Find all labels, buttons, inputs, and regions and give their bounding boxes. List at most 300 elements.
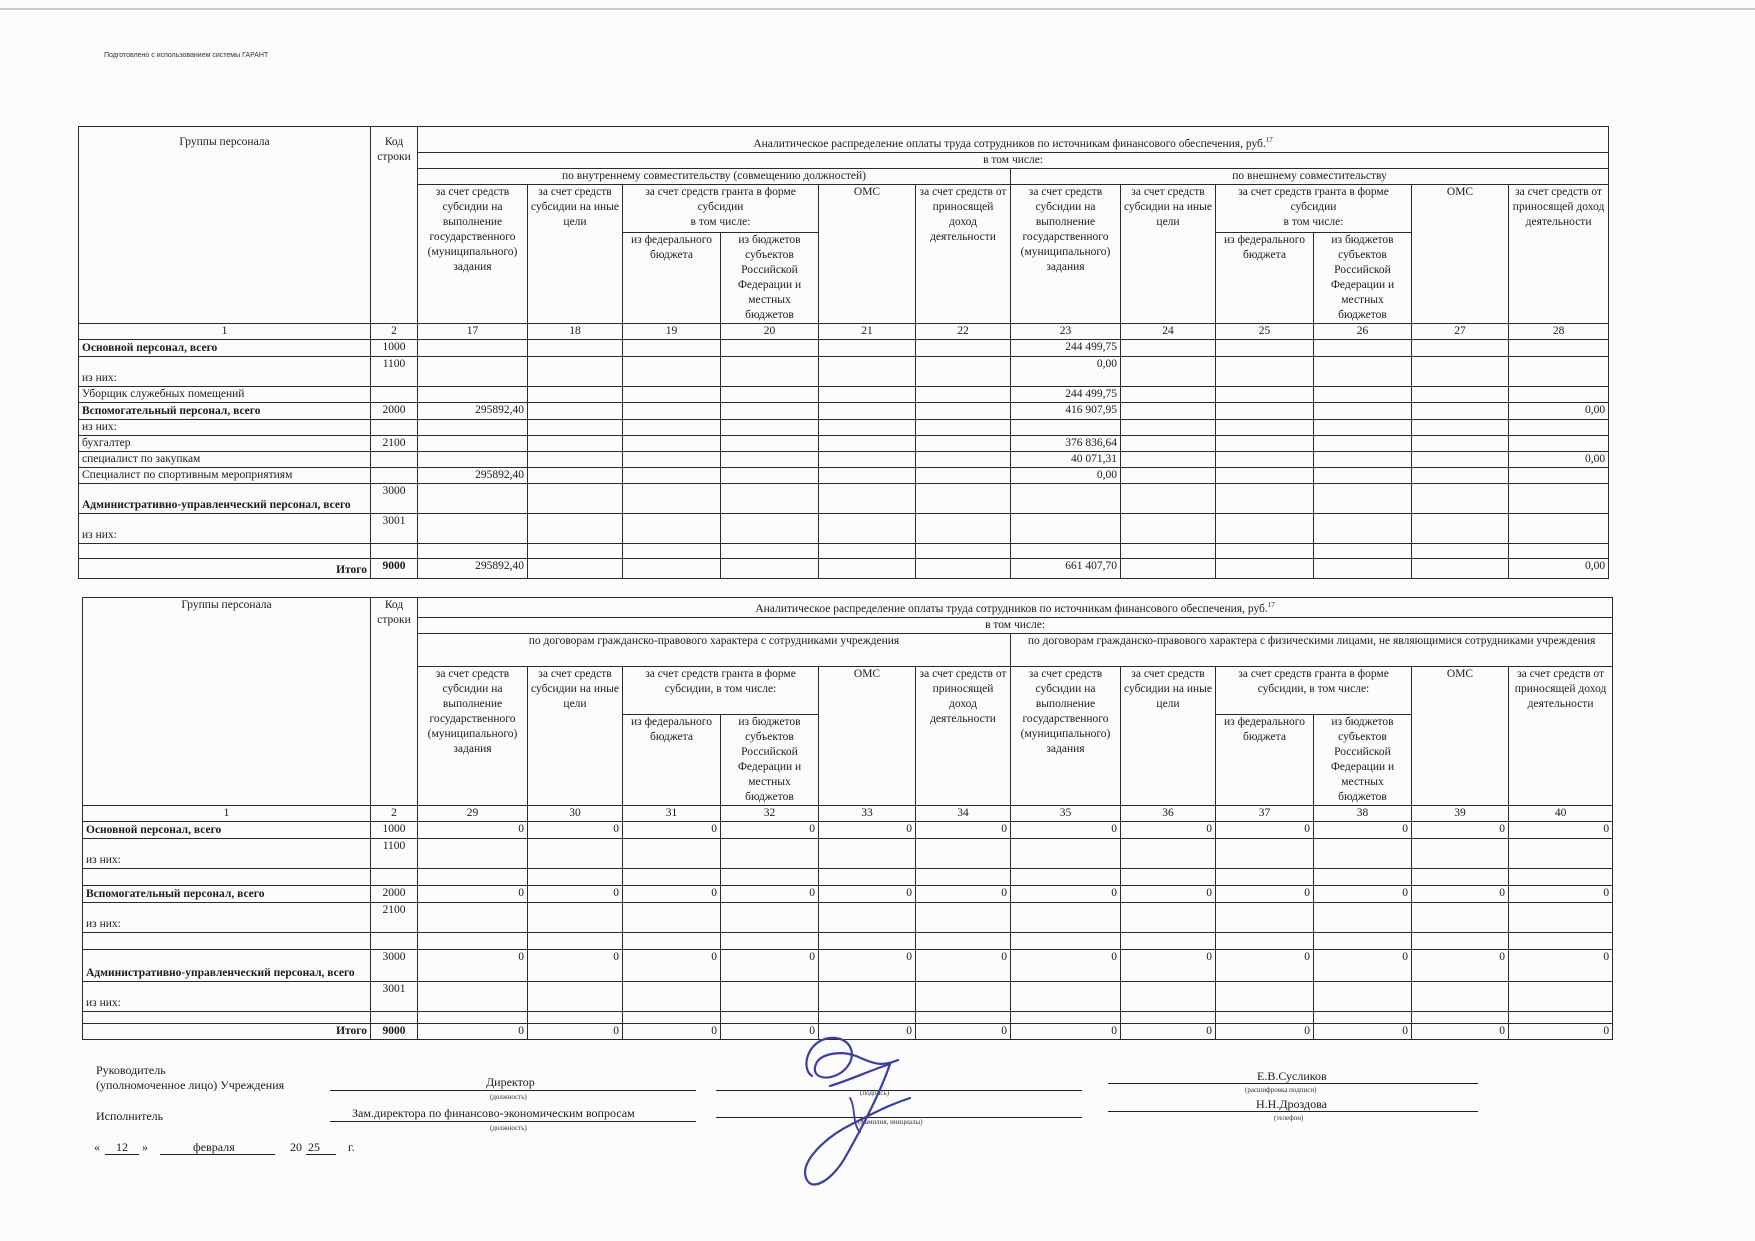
row-label: Основной персонал, всего <box>79 340 371 357</box>
h-grant: за счет средств гранта в форме субсидии, в том числе: <box>623 666 819 714</box>
value-cell <box>1121 514 1216 544</box>
col-header-code: Код строки <box>371 127 418 324</box>
row-code: 3000 <box>371 484 418 514</box>
head-position-caption: (должность) <box>490 1093 527 1101</box>
column-number: 17 <box>418 324 528 340</box>
value-cell <box>528 452 623 468</box>
value-cell: 0 <box>1314 885 1412 902</box>
title-footnote: 17 <box>1265 136 1273 145</box>
value-cell: 295892,40 <box>418 559 528 579</box>
value-cell <box>1509 1011 1613 1023</box>
value-cell <box>418 981 528 1011</box>
value-cell <box>819 838 916 868</box>
value-cell <box>1011 932 1121 949</box>
value-cell <box>1412 1011 1509 1023</box>
salary-distribution-table-2 <box>82 597 1613 1040</box>
value-cell <box>1314 1011 1412 1023</box>
group-gph-employees: по договорам гражданско-правового характера с сотрудниками учреждения <box>418 633 1011 666</box>
value-cell <box>623 468 721 484</box>
row-label: Уборщик служебных помещений <box>79 387 371 403</box>
value-cell <box>916 838 1011 868</box>
row-code: 3001 <box>371 514 418 544</box>
h-subsidy-other: за счет средств субсидии на иные цели <box>528 666 623 805</box>
value-cell <box>528 514 623 544</box>
value-cell <box>1314 387 1412 403</box>
value-cell <box>916 1011 1011 1023</box>
row-code: 3001 <box>371 981 418 1011</box>
value-cell <box>1314 932 1412 949</box>
h-federal: из федерального бюджета <box>623 714 721 805</box>
value-cell <box>916 387 1011 403</box>
h-grant-text: за счет средств гранта в форме субсидии <box>645 186 796 213</box>
h-grant <box>623 185 819 233</box>
value-cell <box>418 932 528 949</box>
column-number: 1 <box>83 805 371 821</box>
value-cell <box>1011 902 1121 932</box>
row-code: 1100 <box>371 838 418 868</box>
value-cell <box>1412 868 1509 885</box>
column-number: 2 <box>371 324 418 340</box>
row-label: Итого <box>79 559 371 579</box>
column-number: 34 <box>916 805 1011 821</box>
value-cell: 0,00 <box>1509 559 1609 579</box>
value-cell <box>623 403 721 420</box>
value-cell <box>418 1011 528 1023</box>
value-cell <box>819 932 916 949</box>
value-cell <box>1412 981 1509 1011</box>
row-label: из них: <box>79 514 371 544</box>
value-cell: 0 <box>1216 949 1314 981</box>
value-cell <box>1121 838 1216 868</box>
value-cell: 0 <box>916 885 1011 902</box>
group-external: по внешнему совместительству <box>1011 169 1609 185</box>
table-row <box>79 514 1609 544</box>
value-cell <box>1216 403 1314 420</box>
value-cell <box>1121 452 1216 468</box>
value-cell <box>1216 484 1314 514</box>
value-cell <box>1011 484 1121 514</box>
h-grant-text: за счет средств гранта в форме субсидии <box>1238 186 1389 213</box>
value-cell <box>1216 838 1314 868</box>
col-header-groups: Группы персонала <box>79 127 371 324</box>
value-cell <box>1314 468 1412 484</box>
h-grant <box>1216 185 1412 233</box>
value-cell <box>1121 868 1216 885</box>
row-label: специалист по закупкам <box>79 452 371 468</box>
value-cell: 0,00 <box>1509 403 1609 420</box>
h-subsidy-task: за счет средств субсидии на выполнение государственного (муниципального) задания <box>418 666 528 805</box>
value-cell <box>1509 420 1609 436</box>
value-cell: 0 <box>1509 1023 1613 1039</box>
column-number: 30 <box>528 805 623 821</box>
value-cell <box>916 420 1011 436</box>
row-label <box>83 1011 371 1023</box>
value-cell <box>721 868 819 885</box>
exec-label: Исполнитель <box>96 1109 164 1123</box>
value-cell: 0 <box>721 885 819 902</box>
date-day-line <box>105 1154 139 1155</box>
garant-note: Подготовлено с использованием системы ГАРАНТ <box>104 52 269 59</box>
column-number: 33 <box>819 805 916 821</box>
value-cell <box>721 544 819 559</box>
value-cell <box>916 436 1011 452</box>
value-cell: 0 <box>1509 821 1613 838</box>
value-cell: 0 <box>1314 1023 1412 1039</box>
row-code <box>371 1011 418 1023</box>
value-cell <box>418 340 528 357</box>
value-cell: 0 <box>1121 821 1216 838</box>
value-cell <box>528 340 623 357</box>
value-cell <box>528 932 623 949</box>
group-gph-individuals: по договорам гражданско-правового характера с физическими лицами, не являющимися сотрудниками учреждения <box>1011 633 1613 666</box>
table-row <box>83 949 1613 981</box>
value-cell: 244 499,75 <box>1011 340 1121 357</box>
value-cell <box>418 357 528 387</box>
value-cell <box>916 932 1011 949</box>
table-row <box>83 932 1613 949</box>
row-code: 3000 <box>371 949 418 981</box>
value-cell <box>1011 1011 1121 1023</box>
column-number: 36 <box>1121 805 1216 821</box>
value-cell: 0 <box>721 949 819 981</box>
date-day: 12 <box>116 1140 128 1154</box>
head-position-line <box>330 1090 696 1091</box>
value-cell <box>1216 468 1314 484</box>
value-cell: 0 <box>1011 1023 1121 1039</box>
value-cell: 0 <box>1216 885 1314 902</box>
value-cell <box>916 403 1011 420</box>
column-number: 32 <box>721 805 819 821</box>
row-code <box>371 420 418 436</box>
value-cell <box>1121 436 1216 452</box>
value-cell <box>623 436 721 452</box>
date-year: 25 <box>308 1140 320 1154</box>
value-cell: 40 071,31 <box>1011 452 1121 468</box>
exec-name: Н.Н.Дроздова <box>1256 1097 1327 1111</box>
value-cell: 0 <box>623 1023 721 1039</box>
value-cell <box>721 514 819 544</box>
value-cell: 416 907,95 <box>1011 403 1121 420</box>
value-cell <box>1509 868 1613 885</box>
row-label: из них: <box>83 981 371 1011</box>
value-cell: 0 <box>1216 821 1314 838</box>
value-cell: 0 <box>1412 1023 1509 1039</box>
table-row <box>79 420 1609 436</box>
value-cell: 661 407,70 <box>1011 559 1121 579</box>
value-cell <box>1216 981 1314 1011</box>
date-suffix: г. <box>348 1140 355 1154</box>
title-footnote: 17 <box>1267 601 1275 609</box>
h-oms: ОМС <box>1412 666 1509 805</box>
value-cell <box>819 340 916 357</box>
row-label: из них: <box>83 902 371 932</box>
value-cell <box>916 514 1011 544</box>
value-cell <box>819 484 916 514</box>
value-cell <box>916 340 1011 357</box>
table-row <box>79 340 1609 357</box>
table-row <box>83 821 1613 838</box>
h-subsidy-other: за счет средств субсидии на иные цели <box>1121 666 1216 805</box>
value-cell: 0 <box>418 949 528 981</box>
table-row <box>79 387 1609 403</box>
date-month-line <box>160 1154 275 1155</box>
value-cell <box>1412 838 1509 868</box>
value-cell <box>721 932 819 949</box>
value-cell <box>1509 544 1609 559</box>
value-cell <box>528 436 623 452</box>
value-cell <box>1216 340 1314 357</box>
value-cell <box>916 902 1011 932</box>
row-code <box>371 932 418 949</box>
date-month: февраля <box>193 1140 235 1154</box>
column-number: 31 <box>623 805 721 821</box>
h-income: за счет средств от приносящей доход деятельности <box>1509 666 1613 805</box>
value-cell: 0 <box>1314 949 1412 981</box>
row-label: Административно-управленческий персонал, всего <box>83 949 371 981</box>
row-label: Вспомогательный персонал, всего <box>79 403 371 420</box>
h-income: за счет средств от приносящей доход деятельности <box>1509 185 1609 324</box>
value-cell <box>916 452 1011 468</box>
value-cell <box>418 544 528 559</box>
value-cell <box>1412 420 1509 436</box>
h-regional: из бюджетов субъектов Российской Федерации и местных бюджетов <box>721 714 819 805</box>
value-cell: 0 <box>916 949 1011 981</box>
value-cell <box>1412 340 1509 357</box>
table-row <box>79 357 1609 387</box>
table-row <box>83 868 1613 885</box>
value-cell <box>1314 544 1412 559</box>
date-year-line <box>306 1154 336 1155</box>
value-cell <box>1314 357 1412 387</box>
value-cell <box>418 436 528 452</box>
value-cell: 0 <box>1011 949 1121 981</box>
date-open-quote: « <box>94 1140 100 1154</box>
value-cell: 0 <box>1121 885 1216 902</box>
h-federal: из федерального бюджета <box>623 233 721 324</box>
head-label-1: Руководитель <box>96 1063 166 1077</box>
value-cell <box>1011 838 1121 868</box>
h-subsidy-task: за счет средств субсидии на выполнение государственного (муниципального) задания <box>1011 185 1121 324</box>
value-cell <box>623 484 721 514</box>
column-number: 26 <box>1314 324 1412 340</box>
row-code: 2000 <box>371 403 418 420</box>
column-number: 21 <box>819 324 916 340</box>
row-code: 9000 <box>371 1023 418 1039</box>
column-number: 28 <box>1509 324 1609 340</box>
h-subsidy-other: за счет средств субсидии на иные цели <box>528 185 623 324</box>
value-cell: 244 499,75 <box>1011 387 1121 403</box>
value-cell <box>623 544 721 559</box>
value-cell <box>528 838 623 868</box>
head-name-caption: (расшифровка подписи) <box>1245 1086 1317 1094</box>
value-cell <box>1412 544 1509 559</box>
value-cell <box>1412 436 1509 452</box>
value-cell: 0 <box>1412 949 1509 981</box>
exec-name-caption: (фамилия, инициалы) <box>858 1118 923 1126</box>
row-label: Вспомогательный персонал, всего <box>83 885 371 902</box>
h-income: за счет средств от приносящей доход деятельности <box>916 185 1011 324</box>
value-cell <box>1216 357 1314 387</box>
value-cell <box>1314 436 1412 452</box>
column-number: 23 <box>1011 324 1121 340</box>
value-cell <box>819 559 916 579</box>
value-cell: 0 <box>916 1023 1011 1039</box>
value-cell <box>528 1011 623 1023</box>
value-cell: 0 <box>623 949 721 981</box>
value-cell <box>916 868 1011 885</box>
value-cell <box>819 1011 916 1023</box>
value-cell <box>1509 932 1613 949</box>
value-cell <box>1011 420 1121 436</box>
value-cell <box>1121 357 1216 387</box>
value-cell <box>1314 868 1412 885</box>
value-cell: 0 <box>528 949 623 981</box>
value-cell <box>819 436 916 452</box>
value-cell <box>819 357 916 387</box>
row-label: Административно-управленческий персонал, всего <box>79 484 371 514</box>
value-cell <box>819 544 916 559</box>
value-cell: 0 <box>1011 885 1121 902</box>
value-cell <box>1216 868 1314 885</box>
value-cell <box>916 484 1011 514</box>
value-cell <box>1121 932 1216 949</box>
value-cell <box>528 468 623 484</box>
value-cell <box>1121 559 1216 579</box>
value-cell <box>819 514 916 544</box>
value-cell <box>1412 357 1509 387</box>
value-cell <box>1412 484 1509 514</box>
h-oms: ОМС <box>819 666 916 805</box>
table-row <box>79 559 1609 579</box>
value-cell <box>1216 544 1314 559</box>
value-cell <box>418 838 528 868</box>
value-cell <box>1412 902 1509 932</box>
value-cell <box>418 514 528 544</box>
exec-position-caption: (должность) <box>490 1124 527 1132</box>
value-cell <box>623 1011 721 1023</box>
head-name-line <box>1108 1083 1478 1084</box>
value-cell <box>1509 340 1609 357</box>
value-cell <box>1314 514 1412 544</box>
table-row <box>83 1011 1613 1023</box>
handwritten-signature <box>790 1028 920 1198</box>
value-cell <box>528 981 623 1011</box>
value-cell <box>1121 981 1216 1011</box>
row-code <box>371 468 418 484</box>
table-row <box>79 452 1609 468</box>
value-cell <box>721 468 819 484</box>
value-cell <box>418 452 528 468</box>
value-cell <box>916 468 1011 484</box>
value-cell <box>1412 387 1509 403</box>
value-cell <box>1121 1011 1216 1023</box>
row-code <box>371 544 418 559</box>
value-cell <box>819 387 916 403</box>
value-cell <box>418 420 528 436</box>
value-cell <box>623 932 721 949</box>
value-cell: 0 <box>819 821 916 838</box>
value-cell <box>721 902 819 932</box>
column-number: 24 <box>1121 324 1216 340</box>
value-cell <box>1216 436 1314 452</box>
row-code: 9000 <box>371 559 418 579</box>
value-cell <box>721 1011 819 1023</box>
column-numbers-row <box>83 805 1613 821</box>
value-cell <box>528 559 623 579</box>
value-cell <box>1216 902 1314 932</box>
value-cell <box>819 420 916 436</box>
column-number: 2 <box>371 805 418 821</box>
row-label: бухгалтер <box>79 436 371 452</box>
value-cell <box>1412 452 1509 468</box>
value-cell: 0 <box>1011 821 1121 838</box>
exec-position: Зам.директора по финансово-экономическим вопросам <box>352 1106 635 1120</box>
column-number: 20 <box>721 324 819 340</box>
value-cell: 0 <box>1412 821 1509 838</box>
value-cell: 295892,40 <box>418 403 528 420</box>
value-cell <box>1011 514 1121 544</box>
value-cell <box>418 868 528 885</box>
value-cell <box>528 387 623 403</box>
value-cell <box>916 544 1011 559</box>
value-cell <box>528 403 623 420</box>
col-header-code: Код строки <box>371 598 418 806</box>
h-regional: из бюджетов субъектов Российской Федерации и местных бюджетов <box>1314 714 1412 805</box>
row-label <box>79 544 371 559</box>
value-cell <box>721 484 819 514</box>
value-cell <box>623 340 721 357</box>
table-row <box>79 484 1609 514</box>
table-row <box>79 403 1609 420</box>
value-cell <box>721 559 819 579</box>
value-cell: 0 <box>528 885 623 902</box>
value-cell: 376 836,64 <box>1011 436 1121 452</box>
value-cell: 0 <box>1121 949 1216 981</box>
column-number: 39 <box>1412 805 1509 821</box>
column-number: 35 <box>1011 805 1121 821</box>
value-cell <box>1509 902 1613 932</box>
value-cell: 0 <box>623 885 721 902</box>
value-cell <box>1121 340 1216 357</box>
value-cell <box>1314 902 1412 932</box>
group-internal: по внутреннему совместительству (совмещению должностей) <box>418 169 1011 185</box>
value-cell: 0,00 <box>1011 357 1121 387</box>
value-cell <box>528 420 623 436</box>
value-cell <box>1011 981 1121 1011</box>
value-cell <box>1314 403 1412 420</box>
value-cell: 0 <box>1509 885 1613 902</box>
h-oms: ОМС <box>1412 185 1509 324</box>
column-number: 22 <box>916 324 1011 340</box>
value-cell <box>623 452 721 468</box>
table-row <box>79 468 1609 484</box>
row-code <box>371 868 418 885</box>
table-title <box>418 127 1609 153</box>
head-name: Е.В.Сусликов <box>1257 1069 1327 1083</box>
scan-top-edge <box>0 8 1755 10</box>
value-cell <box>623 902 721 932</box>
value-cell <box>528 357 623 387</box>
column-number: 27 <box>1412 324 1509 340</box>
value-cell: 0,00 <box>1509 452 1609 468</box>
h-subsidy-task: за счет средств субсидии на выполнение государственного (муниципального) задания <box>1011 666 1121 805</box>
value-cell <box>1314 452 1412 468</box>
value-cell <box>623 838 721 868</box>
value-cell <box>1314 484 1412 514</box>
value-cell <box>1216 387 1314 403</box>
value-cell: 0 <box>1412 885 1509 902</box>
value-cell <box>819 902 916 932</box>
